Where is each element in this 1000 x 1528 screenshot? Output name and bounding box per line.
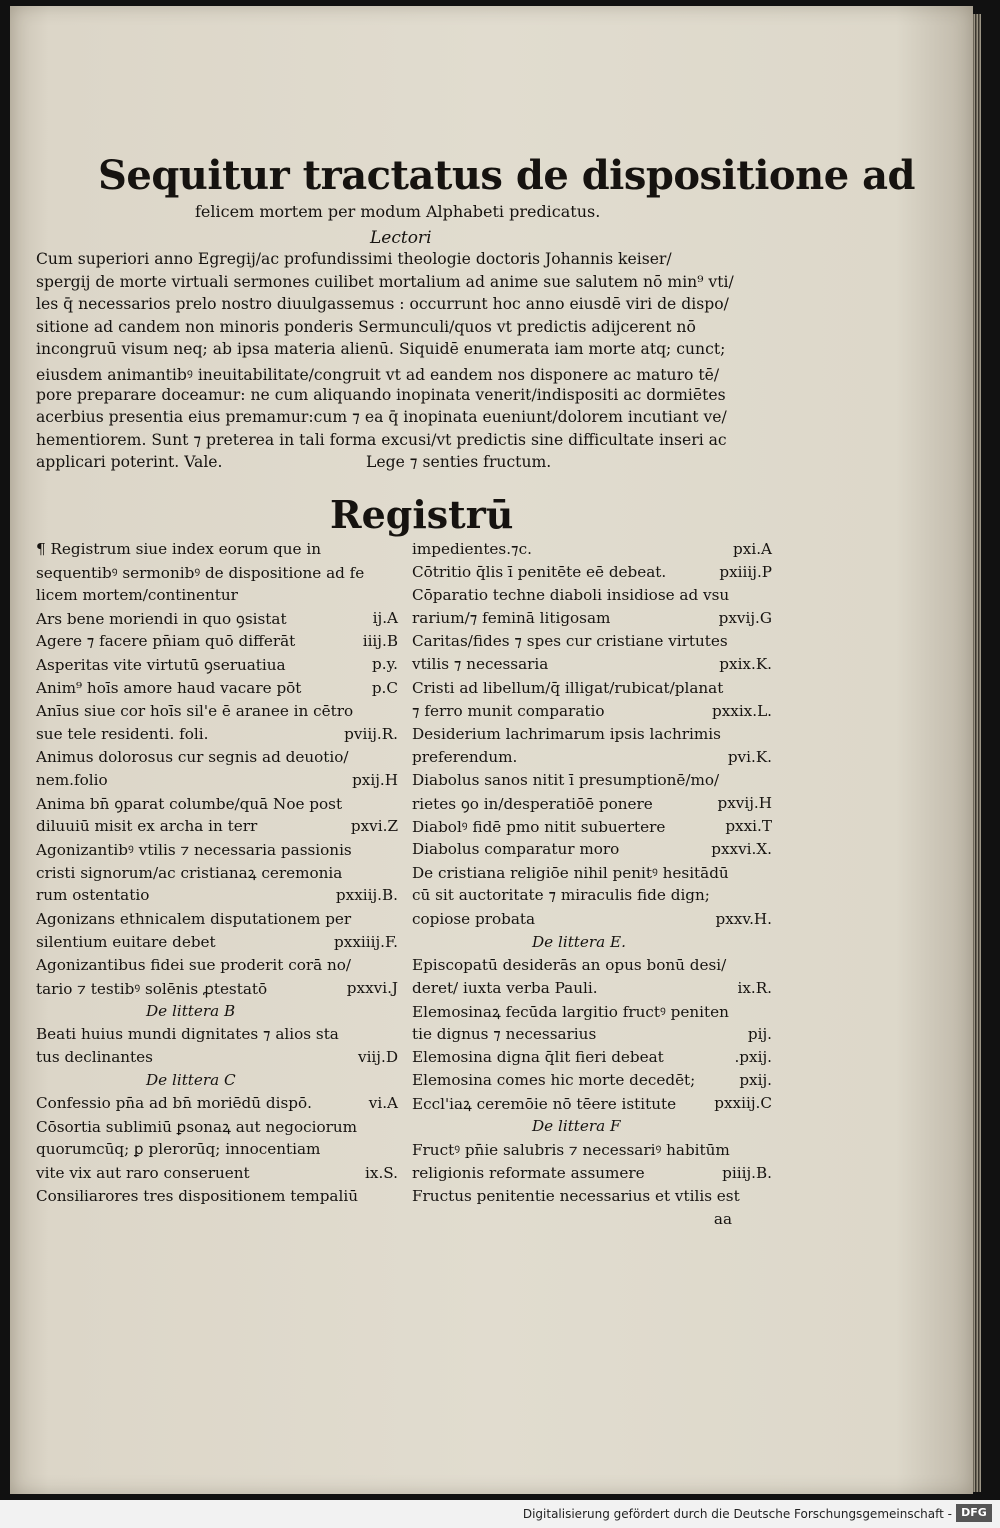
register-entry [36, 679, 398, 702]
register-entry [412, 1164, 772, 1187]
register-entry [36, 910, 398, 933]
page-edge [973, 14, 981, 1492]
entry-folio: .pxij. [734, 1048, 772, 1067]
entry-folio: pxxi.T [725, 817, 772, 836]
register-entry [36, 702, 398, 725]
entry-folio: pxxvi.J [346, 978, 398, 997]
register-entry [36, 840, 398, 863]
register-entry [412, 863, 772, 886]
letter-heading [36, 1002, 398, 1025]
register-entry [36, 956, 398, 979]
entry-text: Cōtritio q̄lis ī penitēte eē debeat. [412, 563, 667, 582]
entry-folio: pxxiij.B. [335, 886, 398, 905]
entry-text: Consiliarores tres dispositionem tempaliū [36, 1186, 358, 1205]
entry-text: rietes ꝯo in/desperatiōē ponere [412, 795, 653, 814]
entry-folio: pxij.H [352, 770, 398, 789]
preface-line: acerbius presentia eius premamur:cum ⁊ ea q̄ inopinata eueniunt/dolorem incutiant ve/ [36, 408, 727, 427]
preface-line: les q̄ necessarios prelo nostro diuulgassemus : occurrunt hoc anno eiusdē viri de dispo/ [36, 295, 729, 314]
entry-folio: ix.S. [365, 1163, 398, 1182]
register-entry [412, 1002, 772, 1025]
entry-text: De littera E. [532, 932, 626, 951]
register-entry [36, 1117, 398, 1140]
page-title: Sequitur tractatus de dispositione ad [98, 152, 915, 199]
dfg-logo: DFG [956, 1504, 992, 1522]
register-entry [412, 655, 772, 678]
register-entry [36, 632, 398, 655]
entry-text: religionis reformate assumere [412, 1163, 645, 1182]
entry-text: Anīus siue cor hoīs sil'e ē aranee in cētro [36, 701, 354, 720]
preface-closing [36, 453, 771, 477]
page-subtitle: felicem mortem per modum Alphabeti predicatus. [195, 202, 601, 221]
entry-text: Ars bene moriendi in quo ꝯsistat [36, 610, 287, 629]
entry-folio: pviij.R. [344, 724, 398, 743]
entry-text: copiose probata [412, 909, 536, 928]
register-entry [412, 609, 772, 632]
entry-text: silentium euitare debet [36, 932, 216, 951]
entry-folio: pxvij.G [718, 609, 772, 628]
register-entry [412, 632, 772, 655]
register-entry [412, 840, 772, 863]
letter-heading [412, 933, 772, 956]
preface-line: pore preparare doceamur: ne cum aliquando inopinata venerit/indispositi ac dormiētes [36, 385, 726, 404]
entry-text: ¶ Registrum siue index eorum que in [36, 540, 322, 558]
register-entry [36, 1094, 398, 1117]
register-entry [412, 1187, 772, 1210]
entry-text: De littera B [146, 1001, 236, 1020]
entry-text: Diabolꝰ fidē pmo nitit subuertere [412, 818, 666, 837]
register-entry [412, 679, 772, 702]
entry-folio: pvi.K. [727, 747, 772, 766]
preface-line: eiusdem animantibꝰ ineuitabilitate/congruit vt ad eandem nos disponere ac maturo tē/ [36, 365, 720, 384]
entry-folio: pxix.K. [719, 655, 772, 674]
entry-text: Animus dolorosus cur segnis ad deuotio/ [36, 747, 349, 766]
register-entry [412, 725, 772, 748]
preface-closing-left: applicari poterint. Vale. [36, 453, 223, 471]
preface-line: spergij de morte virtuali sermones cuilibet mortalium ad anime sue salutem nō min⁹ vti/ [36, 272, 734, 291]
register-entry [412, 794, 772, 817]
register-entry [36, 771, 398, 794]
register-column-right [412, 540, 772, 1233]
register-entry [36, 863, 398, 886]
register-entry [412, 540, 772, 563]
register-entry [36, 1164, 398, 1187]
entry-folio: p.y. [372, 655, 398, 674]
entry-folio: pxvij.H [717, 794, 772, 813]
preface-line: incongruū visum neq; ab ipsa materia alienū. Siquidē enumerata iam morte atq; cunct; [36, 340, 726, 359]
entry-folio: pxiiij.P [719, 563, 772, 582]
entry-text: Caritas/fides ⁊ spes cur cristiane virtutes [412, 632, 728, 651]
register-entry [412, 1071, 772, 1094]
footer-credit: Digitalisierung gefördert durch die Deutsche Forschungsgemeinschaft - [522, 1507, 952, 1521]
entry-folio: pxxiij.C [714, 1094, 772, 1113]
register-entry [412, 702, 772, 725]
entry-text: quorumcūq; ꝑ plerorūq; innocentiam [36, 1140, 321, 1159]
entry-text: Anima bn̄ ꝯparat columbe/quā Noe post [36, 795, 343, 814]
entry-text: De littera C [146, 1071, 236, 1090]
register-entry [36, 1025, 398, 1048]
entry-text: preferendum. [412, 747, 518, 766]
letter-heading [36, 1071, 398, 1094]
entry-text: Beati huius mundi dignitates ⁊ alios sta [36, 1024, 339, 1043]
register-column-left [36, 540, 398, 1210]
entry-folio: viij.D [357, 1048, 398, 1067]
entry-folio: iiij.B [362, 632, 398, 651]
entry-text: tario ⁊ testibꝰ solēnis ꝓtestatō [36, 979, 268, 998]
register-entry [36, 725, 398, 748]
entry-text: impedientes.⁊c. [412, 540, 532, 558]
register-entry [36, 748, 398, 771]
preface-closing-right: Lege ⁊ senties fructum. [366, 453, 552, 471]
register-entry [36, 1140, 398, 1163]
register-entry [36, 794, 398, 817]
entry-text: Confessio pn̄a ad bn̄ moriēdū dispō. [36, 1094, 312, 1113]
register-entry [36, 655, 398, 678]
entry-text: tie dignus ⁊ necessarius [412, 1024, 597, 1043]
entry-text: Diabolus sanos nitit ī presumptionē/mo/ [412, 770, 720, 789]
entry-text: Fructus penitentie necessarius et vtilis est [412, 1186, 740, 1205]
entry-text: tus declinantes [36, 1048, 153, 1067]
entry-text: Agere ⁊ facere pn̄iam quō differāt [36, 632, 296, 651]
entry-text: sue tele residenti. foli. [36, 724, 209, 743]
entry-text: Desiderium lachrimarum ipsis lachrimis [412, 724, 721, 743]
entry-text: cristi signorum/ac cristianaꝝ ceremonia [36, 864, 343, 883]
register-entry [36, 886, 398, 909]
entry-text: sequentibꝰ sermonibꝰ de dispositione ad fe [36, 564, 365, 583]
entry-text: Elemosina digna q̄lit fieri debeat [412, 1048, 664, 1067]
entry-folio: pxxix.L. [711, 701, 772, 720]
register-entry [36, 540, 398, 563]
preface-line: sitione ad candem non minoris ponderis Sermunculi/quos vt predictis adijcerent nō [36, 317, 696, 336]
entry-text: Diabolus comparatur moro [412, 840, 620, 859]
entry-text: De littera F [532, 1117, 621, 1136]
entry-folio: pxxiiij.F. [334, 932, 398, 951]
register-entry [412, 563, 772, 586]
register-entry [36, 979, 398, 1002]
register-entry [412, 979, 772, 1002]
register-entry [412, 1094, 772, 1117]
entry-text: rum ostentatio [36, 886, 150, 905]
entry-folio: pxij. [739, 1071, 772, 1090]
entry-text: De cristiana religiōe nihil penitꝰ hesitādū [412, 864, 729, 883]
entry-folio: pxvi.Z [350, 817, 398, 836]
entry-text: Elemosina comes hic morte decedēt; [412, 1071, 696, 1090]
entry-text: deret/ iuxta verba Pauli. [412, 978, 598, 997]
entry-text: vite vix aut raro conseruent [36, 1163, 250, 1182]
register-entry [412, 1140, 772, 1163]
entry-text: Agonizantibus fidei sue proderit corā no/ [36, 955, 352, 974]
entry-text: Asperitas vite virtutū ꝯseruatiua [36, 656, 286, 675]
entry-text: Cristi ad libellum/q̄ illigat/rubicat/planat [412, 678, 724, 697]
entry-text: Cōparatio techne diaboli insidiose ad vsu [412, 586, 730, 605]
entry-folio: pij. [747, 1024, 772, 1043]
letter-heading [412, 1117, 772, 1140]
register-heading: Registrū [330, 492, 514, 537]
entry-text: Agonizans ethnicalem disputationem per [36, 909, 352, 928]
entry-folio: pxxv.H. [715, 909, 772, 928]
register-entry [412, 748, 772, 771]
entry-text: Cōsortia sublimiū ꝑsonaꝝ aut negociorum [36, 1118, 358, 1137]
entry-text: Agonizantibꝰ vtilis ⁊ necessaria passionis [36, 841, 352, 860]
entry-text: cū sit auctoritate ⁊ miraculis fide dign; [412, 886, 710, 905]
preface-line: hementiorem. Sunt ⁊ preterea in tali forma excusi/vt predictis sine difficultate inseri ac [36, 430, 727, 449]
entry-text: ⁊ ferro munit comparatio [412, 701, 605, 720]
register-entry [36, 563, 398, 586]
register-entry [412, 1025, 772, 1048]
preface-line: Cum superiori anno Egregij/ac profundissimi theologie doctoris Johannis keiser/ [36, 250, 672, 268]
entry-folio: pxxvi.X. [711, 840, 772, 859]
footer-bar [0, 1500, 1000, 1528]
register-entry [412, 771, 772, 794]
register-entry [412, 910, 772, 933]
register-entry [412, 886, 772, 909]
entry-folio: piiij.B. [722, 1163, 772, 1182]
entry-text: licem mortem/continentur [36, 586, 238, 605]
register-entry [412, 586, 772, 609]
register-entry [36, 586, 398, 609]
preface-paragraph [36, 250, 771, 453]
entry-folio: vi.A [368, 1094, 398, 1113]
entry-folio: ij.A [372, 609, 398, 628]
register-entry [412, 817, 772, 840]
register-entry [412, 956, 772, 979]
entry-text: Episcopatū desiderās an opus bonū desi/ [412, 955, 727, 974]
entry-folio: p.C [371, 678, 398, 697]
register-entry [412, 1210, 772, 1233]
register-entry [412, 1048, 772, 1071]
register-entry [36, 1048, 398, 1071]
register-entry [36, 1187, 398, 1210]
entry-folio: pxi.A [733, 540, 772, 558]
entry-text: aa [713, 1209, 732, 1228]
register-entry [36, 609, 398, 632]
lector-heading: Lectori [370, 228, 432, 248]
entry-text: vtilis ⁊ necessaria [412, 655, 549, 674]
register-entry [36, 817, 398, 840]
entry-text: rarium/⁊ feminā litigosam [412, 609, 611, 628]
bleed-through-text [230, 96, 590, 126]
entry-text: diluuiū misit ex archa in terr [36, 817, 258, 836]
entry-text: Fructꝰ pn̄ie salubris ⁊ necessariꝰ habitūm [412, 1141, 730, 1160]
entry-text: Eccl'iaꝝ ceremōie nō tēere istitute [412, 1095, 677, 1114]
entry-text: Elemosinaꝝ fecūda largitio fructꝰ peniten [412, 1002, 729, 1021]
entry-folio: ix.R. [737, 978, 772, 997]
entry-text: Anim⁹ hoīs amore haud vacare pōt [36, 678, 302, 697]
entry-text: nem.folio [36, 770, 108, 789]
register-entry [36, 933, 398, 956]
